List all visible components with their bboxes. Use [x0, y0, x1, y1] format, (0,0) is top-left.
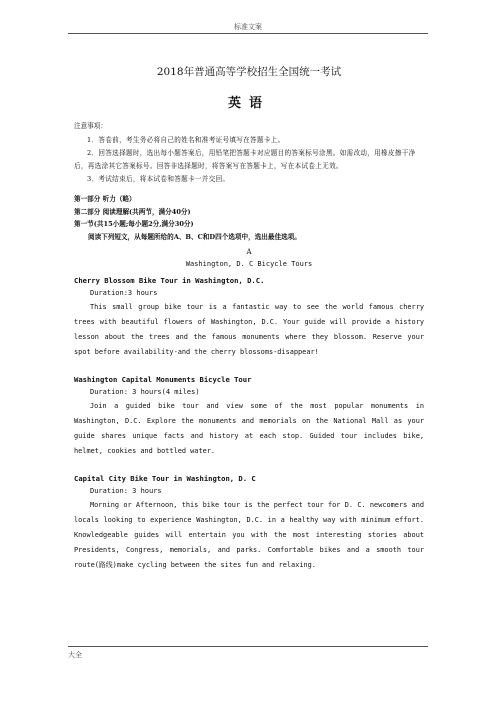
- part2-heading: 第二部分 阅读理解(共两节，满分40分): [74, 207, 191, 216]
- tour-3-title: Capital City Bike Tour in Washington, D. C: [74, 474, 256, 483]
- passage-title: Washington, D. C Bicycle Tours: [185, 260, 313, 268]
- tour-1-title: Cherry Blossom Bike Tour in Washington, D.C.: [74, 276, 265, 285]
- tour-3-description: Morning or Afternoon, this bike tour is the perfect tour for D. C. newcomers and locals looking to experience Washington, D.C. in a healthy way with minimum effort. Knowledgeable guides will entertain you with the most interesting stories about Presidents, Congress, memorials, and parks. Comfortable bikes and a smooth tour route(路线)make cycling between the sites fun and relaxing.: [74, 501, 424, 569]
- tour-1-description: This small group bike tour is a fantastic way to see the world famous cherry trees with beautiful flowers of Washington, D.C. Your guide will provide a history lesson about the trees and the famous monuments where they blossom. Reserve your spot before availability-and the cherry blossoms-disappear!: [74, 303, 424, 356]
- page-footer: 大全: [68, 651, 82, 659]
- note-1: 1．答卷前，考生务必将自己的姓名和准考证号填写在答题卡上。: [87, 136, 285, 144]
- tour-1-duration: Duration:3 hours: [90, 289, 158, 297]
- tour-3-duration: Duration: 3 hours: [90, 487, 162, 495]
- note-3: 3．考试结束后，将本试卷和答题卡一并交回。: [87, 175, 230, 183]
- subject-title: 英语: [227, 96, 270, 111]
- tour-2-description: Join a guided bike tour and view some of the most popular monuments in Washington, D.C. Explore the monuments and memorials on the National Mall as your guide shares unique facts and history at each stop. Guided tour includes bike, helmet, cookies and bottled water.: [74, 402, 424, 455]
- tour-2-title: Washington Capital Monuments Bicycle Tour: [74, 375, 252, 384]
- passage-letter: A: [246, 248, 252, 256]
- note-2: 2．回答选择题时，选出每小题答案后，用铅笔把答题卡对应题目的答案标号涂黑。如需改动，用橡皮擦干净后，再选涂其它答案标号。回答非选择题时，将答案写在答题卡上，写在本试卷上无效。: [74, 149, 416, 170]
- notes-heading: 注意事项：: [74, 122, 107, 130]
- tour-2-duration: Duration: 3 hours(4 miles): [90, 388, 200, 396]
- header-rule: [68, 33, 428, 34]
- page-header: 标准文案: [234, 23, 262, 31]
- footer-rule: [68, 646, 428, 647]
- reading-instruction: 阅读下列短文，从每题所给的A、B、C和D四个选项中，选出最佳选项。: [88, 232, 301, 241]
- section1-heading: 第一节(共15小题;每小题2分,满分30分): [74, 220, 194, 228]
- part1-heading: 第一部分 听力（略）: [74, 195, 136, 203]
- exam-title: 2018年普通高等学校招生全国统一考试: [156, 66, 342, 78]
- page-content: [74, 64, 424, 573]
